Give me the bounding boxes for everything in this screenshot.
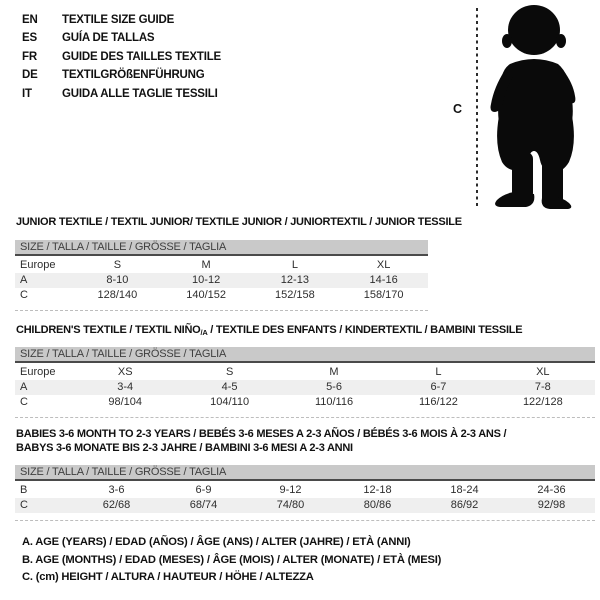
size-header-bar: SIZE / TALLA / TAILLE / GRÖSSE / TAGLIA: [15, 465, 595, 481]
table-row: [15, 365, 595, 380]
size-cell: 98/104: [108, 396, 143, 408]
size-cell: XL: [376, 259, 391, 271]
table-row: [15, 380, 595, 395]
language-row: [22, 66, 221, 84]
table-title-text: CHILDREN'S TEXTILE / TEXTIL NIÑO: [16, 324, 201, 336]
size-cell: 5-6: [326, 381, 342, 393]
table-end-rule: [15, 520, 595, 521]
size-cell: 152/158: [274, 289, 315, 301]
row-label: A: [20, 381, 28, 393]
size-cell: S: [113, 259, 122, 271]
table-title-text: / TEXTILE DES ENFANTS / KINDERTEXTIL / BAMBINI TESSILE: [207, 324, 523, 336]
size-cell: 3-4: [117, 381, 134, 393]
row-label: C: [20, 499, 28, 511]
table-title-text: JUNIOR TEXTILE / TEXTIL JUNIOR/ TEXTILE JUNIOR / JUNIORTEXTIL / JUNIOR TESSILE: [16, 216, 462, 228]
row-label: Europe: [20, 366, 56, 378]
table-row: [15, 498, 595, 513]
size-cell: 158/170: [363, 289, 404, 301]
size-cell: 122/128: [522, 396, 563, 408]
table-title: BABIES 3-6 MONTH TO 2-3 YEARS / BEBÉS 3-6 MESES A 2-3 AÑOS / BÉBÉS 3-6 MOIS À 2-3 ANS /: [16, 428, 507, 440]
size-cell: 3-6: [108, 484, 125, 496]
size-cell: 12-18: [363, 484, 392, 496]
size-cell: 7-8: [534, 381, 551, 393]
toddler-silhouette-icon: [484, 4, 580, 210]
row-label: A: [20, 274, 28, 286]
table-row: [15, 258, 428, 273]
footnote: B. AGE (MONTHS) / EDAD (MESES) / ÂGE (MOIS) / ALTER (MONATE) / ETÀ (MESI): [22, 553, 442, 566]
language-title-list: [22, 11, 221, 103]
language-row: [22, 29, 221, 47]
size-cell: XL: [536, 366, 550, 378]
size-cell: 24-36: [537, 484, 566, 496]
size-cell: 10-12: [192, 274, 221, 286]
size-header-bar: SIZE / TALLA / TAILLE / GRÖSSE / TAGLIA: [15, 240, 428, 256]
language-code: IT: [22, 87, 32, 100]
language-row: [22, 11, 221, 29]
language-code: ES: [22, 32, 37, 45]
size-cell: 116/122: [418, 396, 458, 408]
size-cell: 74/80: [276, 499, 305, 511]
table-row: [15, 395, 595, 410]
row-label: C: [20, 396, 28, 408]
size-cell: 62/68: [102, 499, 131, 511]
table-title: [16, 216, 462, 228]
table-title-subscript: /A: [200, 328, 208, 337]
size-cell: 92/98: [537, 499, 566, 511]
size-cell: 14-16: [369, 274, 398, 286]
size-cell: 86/92: [450, 499, 479, 511]
footnote: A. AGE (YEARS) / EDAD (AÑOS) / ÂGE (ANS) / ALTER (JAHRE) / ETÀ (ANNI): [22, 536, 411, 548]
language-guide-title: GUIDE DES TAILLES TEXTILE: [62, 50, 221, 63]
language-guide-title: TEXTILE SIZE GUIDE: [62, 14, 175, 26]
size-cell: 104/110: [210, 396, 250, 408]
footnote-legend: [22, 534, 441, 587]
height-measure-dashed-line: [476, 8, 478, 206]
height-measure-label: C: [453, 102, 463, 116]
language-code: DE: [22, 69, 38, 82]
row-label: Europe: [20, 259, 56, 271]
table-end-rule: [15, 310, 428, 311]
language-row: [22, 85, 221, 103]
language-row: [22, 48, 221, 66]
table-title: BABYS 3-6 MONATE BIS 2-3 JAHRE / BAMBINI 3-6 MESI A 2-3 ANNI: [16, 442, 353, 454]
size-cell: 6-9: [195, 484, 212, 496]
size-cell: S: [225, 366, 234, 378]
size-cell: 140/152: [186, 289, 226, 301]
size-cell: L: [291, 259, 298, 271]
size-cell: 12-13: [280, 274, 309, 286]
size-cell: 6-7: [430, 381, 447, 393]
footnote: C. (cm) HEIGHT / ALTURA / HAUTEUR / HÖHE / ALTEZZA: [22, 571, 314, 584]
row-label: B: [20, 484, 28, 496]
table-end-rule: [15, 417, 595, 418]
table-row: [15, 288, 428, 303]
language-code: EN: [22, 14, 38, 26]
size-cell: XS: [117, 366, 133, 378]
size-cell: L: [435, 366, 442, 378]
size-cell: 18-24: [450, 484, 479, 496]
language-guide-title: GUIDA ALLE TAGLIE TESSILI: [62, 87, 218, 100]
size-cell: 9-12: [279, 484, 302, 496]
table-row: [15, 273, 428, 288]
size-cell: 128/140: [97, 289, 138, 301]
row-label: C: [20, 289, 28, 301]
language-code: FR: [22, 50, 37, 63]
size-cell: M: [329, 366, 339, 378]
size-header-bar: SIZE / TALLA / TAILLE / GRÖSSE / TAGLIA: [15, 347, 595, 363]
size-cell: 80/86: [363, 499, 392, 511]
size-cell: M: [201, 259, 211, 271]
language-guide-title: GUÍA DE TALLAS: [62, 32, 155, 45]
size-cell: 4-5: [221, 381, 238, 393]
table-row: [15, 483, 595, 498]
size-cell: 8-10: [106, 274, 129, 286]
language-guide-title: TEXTILGRÖßENFÜHRUNG: [62, 69, 205, 82]
table-title: [16, 324, 522, 337]
size-cell: 68/74: [189, 499, 218, 511]
size-cell: 110/116: [314, 396, 354, 408]
